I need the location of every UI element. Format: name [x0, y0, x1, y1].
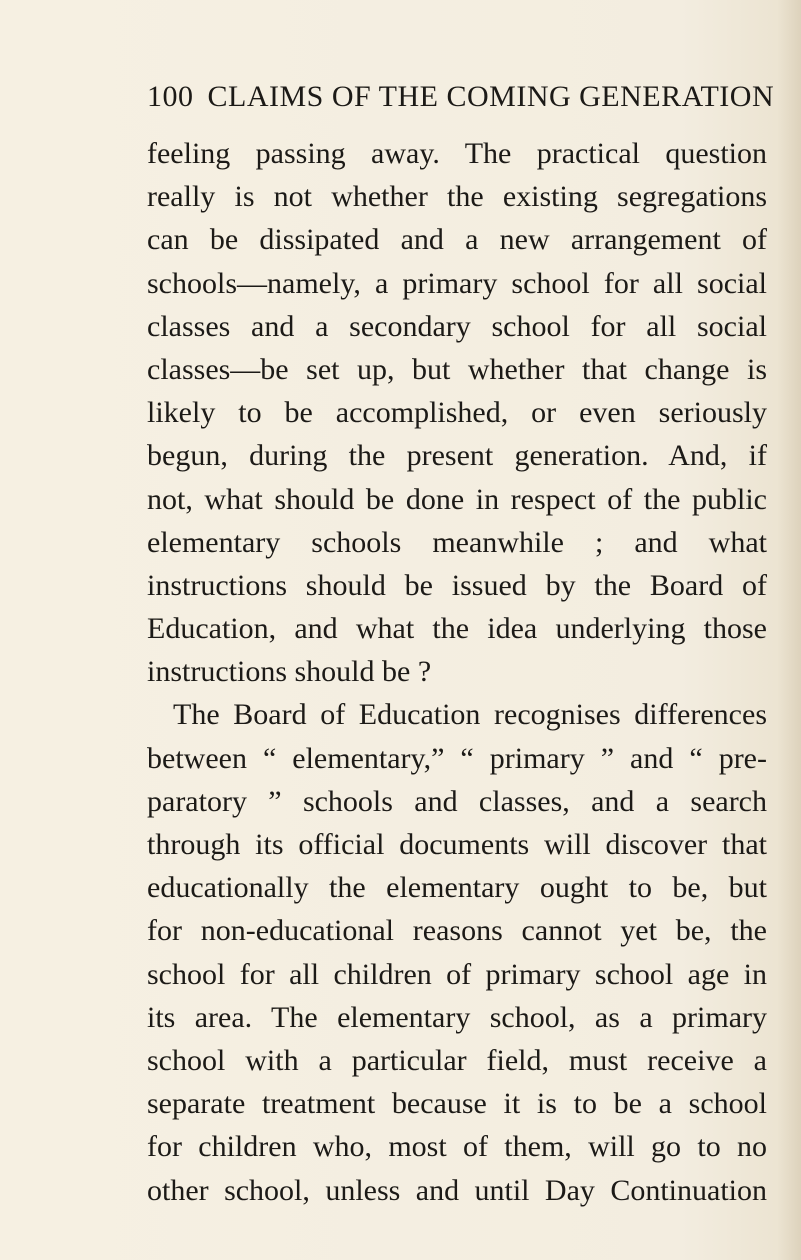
running-title: CLAIMS OF THE COMING GENERATION — [207, 80, 775, 113]
text-line: other school, unless and until Day Continuation — [147, 1173, 767, 1207]
text-line: educationally the elementary ought to be, but — [147, 871, 767, 905]
body-text — [147, 132, 767, 1212]
text-line: not, what should be done in respect of the public — [147, 482, 767, 516]
text-line: through its official documents will discover that — [147, 828, 767, 861]
text-line: paratory ” schools and classes, and a search — [147, 784, 767, 818]
text-line: feeling passing away. The practical question — [147, 137, 767, 170]
text-line: its area. The elementary school, as a primary — [147, 1000, 767, 1034]
text-line: really is not whether the existing segregations — [147, 180, 767, 214]
text-line: likely to be accomplished, or even seriously — [147, 396, 767, 430]
text-line: classes—be set up, but whether that change is — [147, 352, 767, 386]
text-line: for children who, most of them, will go to no — [147, 1130, 767, 1164]
text-line: can be dissipated and a new arrangement of — [147, 223, 767, 257]
text-line: separate treatment because it is to be a school — [147, 1087, 767, 1121]
text-line: instructions should be issued by the Board of — [147, 568, 767, 602]
text-line: for non-educational reasons cannot yet be, the — [147, 914, 767, 948]
text-line: classes and a secondary school for all social — [147, 309, 767, 343]
paragraph-end-line: instructions should be ? — [147, 655, 432, 689]
text-line: Education, and what the idea underlying those — [147, 612, 767, 646]
text-line: schools—namely, a primary school for all social — [147, 266, 767, 300]
running-header — [147, 80, 775, 114]
text-line: between “ elementary,” “ primary ” and “ pre- — [147, 741, 767, 775]
text-line: school with a particular field, must receive a — [147, 1043, 767, 1077]
text-line: begun, during the present generation. And, if — [147, 439, 767, 473]
text-line: school for all children of primary school age in — [147, 957, 767, 991]
text-line: elementary schools meanwhile ; and what — [147, 525, 767, 559]
page-number: 100 — [147, 80, 194, 113]
paragraph-start-line: The Board of Education recognises differences — [173, 698, 767, 732]
